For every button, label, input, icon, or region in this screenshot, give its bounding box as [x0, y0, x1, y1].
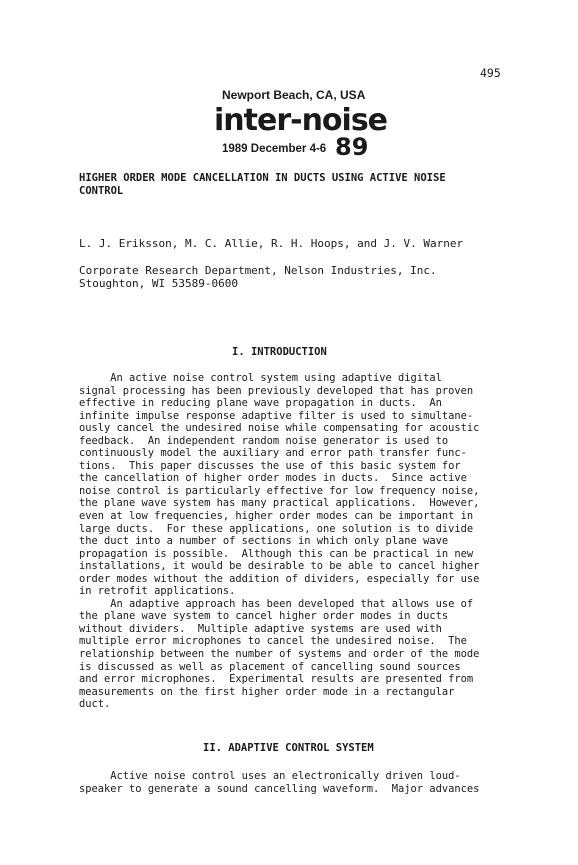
text-line: speaker to generate a sound cancelling waveform. Major advances [79, 782, 480, 795]
text-line: even at low frequencies, higher order modes can be important in [79, 510, 474, 523]
text-line: large ducts. For these applications, one solution is to divide [79, 522, 474, 535]
text-line: without dividers. Multiple adaptive systems are used with [79, 622, 442, 635]
text-line: ously cancel the undesired noise while compensating for acoustic [79, 422, 480, 435]
text-line: multiple error microphones to cancel the undesired noise. The [79, 635, 467, 648]
conference-venue: Newport Beach, CA, USA [222, 88, 366, 102]
text-line: noise control is particularly effective for low frequency noise, [79, 484, 480, 497]
adaptive-control-text [79, 770, 499, 795]
text-line: continuously model the auxiliary and error path transfer func- [79, 447, 467, 460]
text-line: feedback. An independent random noise generator is used to [79, 434, 449, 447]
text-line: An active noise control system using adaptive digital [79, 372, 442, 384]
text-line: relationship between the number of systems and order of the mode [79, 648, 480, 661]
text-line: duct. [79, 698, 111, 711]
text-line: the duct into a number of sections in which only plane wave [79, 535, 449, 548]
text-line: installations, it would be desirable to be able to cancel higher [79, 560, 480, 573]
text-line: measurements on the first higher order mode in a rectangular [79, 685, 455, 698]
logo-year: 89 [335, 133, 369, 161]
introduction-text [79, 372, 499, 711]
text-line: signal processing has been previously developed that has proven [79, 384, 474, 397]
page-number: 495 [480, 66, 501, 80]
text-line: the plane wave system has many practical applications. However, [79, 497, 480, 510]
text-line: effective in reducing plane wave propagation in ducts. An [79, 397, 442, 410]
inter-noise-logo: inter-noise [214, 103, 388, 138]
text-line: order modes without the addition of dividers, especially for use [79, 572, 480, 585]
affiliation-line: Stoughton, WI 53589-0600 [79, 277, 238, 290]
text-line: propagation is possible. Although this can be practical in new [79, 547, 474, 560]
text-line: infinite impulse response adaptive filter is used to simultane- [79, 409, 474, 422]
text-line: the cancellation of higher order modes in ducts. Since active [79, 472, 467, 485]
affiliation [79, 264, 437, 290]
section-heading-adaptive-control: II. ADAPTIVE CONTROL SYSTEM [203, 742, 374, 754]
section-heading-introduction: I. INTRODUCTION [232, 346, 327, 358]
paper-title [79, 172, 479, 198]
text-line: and error microphones. Experimental results are presented from [79, 673, 474, 686]
affiliation-line: Corporate Research Department, Nelson Industries, Inc. [79, 264, 437, 277]
text-line: in retrofit applications. [79, 585, 236, 598]
text-line: An adaptive approach has been developed that allows use of [79, 597, 474, 610]
title-line: HIGHER ORDER MODE CANCELLATION IN DUCTS USING ACTIVE NOISE [79, 172, 446, 184]
text-line: tions. This paper discusses the use of this basic system for [79, 459, 461, 472]
text-line: is discussed as well as placement of cancelling sound sources [79, 660, 461, 673]
conference-dates: 1989 December 4-6 [222, 143, 327, 155]
text-line: Active noise control uses an electronically driven loud- [79, 770, 461, 782]
title-line: CONTROL [79, 185, 124, 197]
text-line: the plane wave system to cancel higher order modes in ducts [79, 610, 449, 623]
author-list: L. J. Eriksson, M. C. Allie, R. H. Hoops, and J. V. Warner [79, 237, 464, 250]
